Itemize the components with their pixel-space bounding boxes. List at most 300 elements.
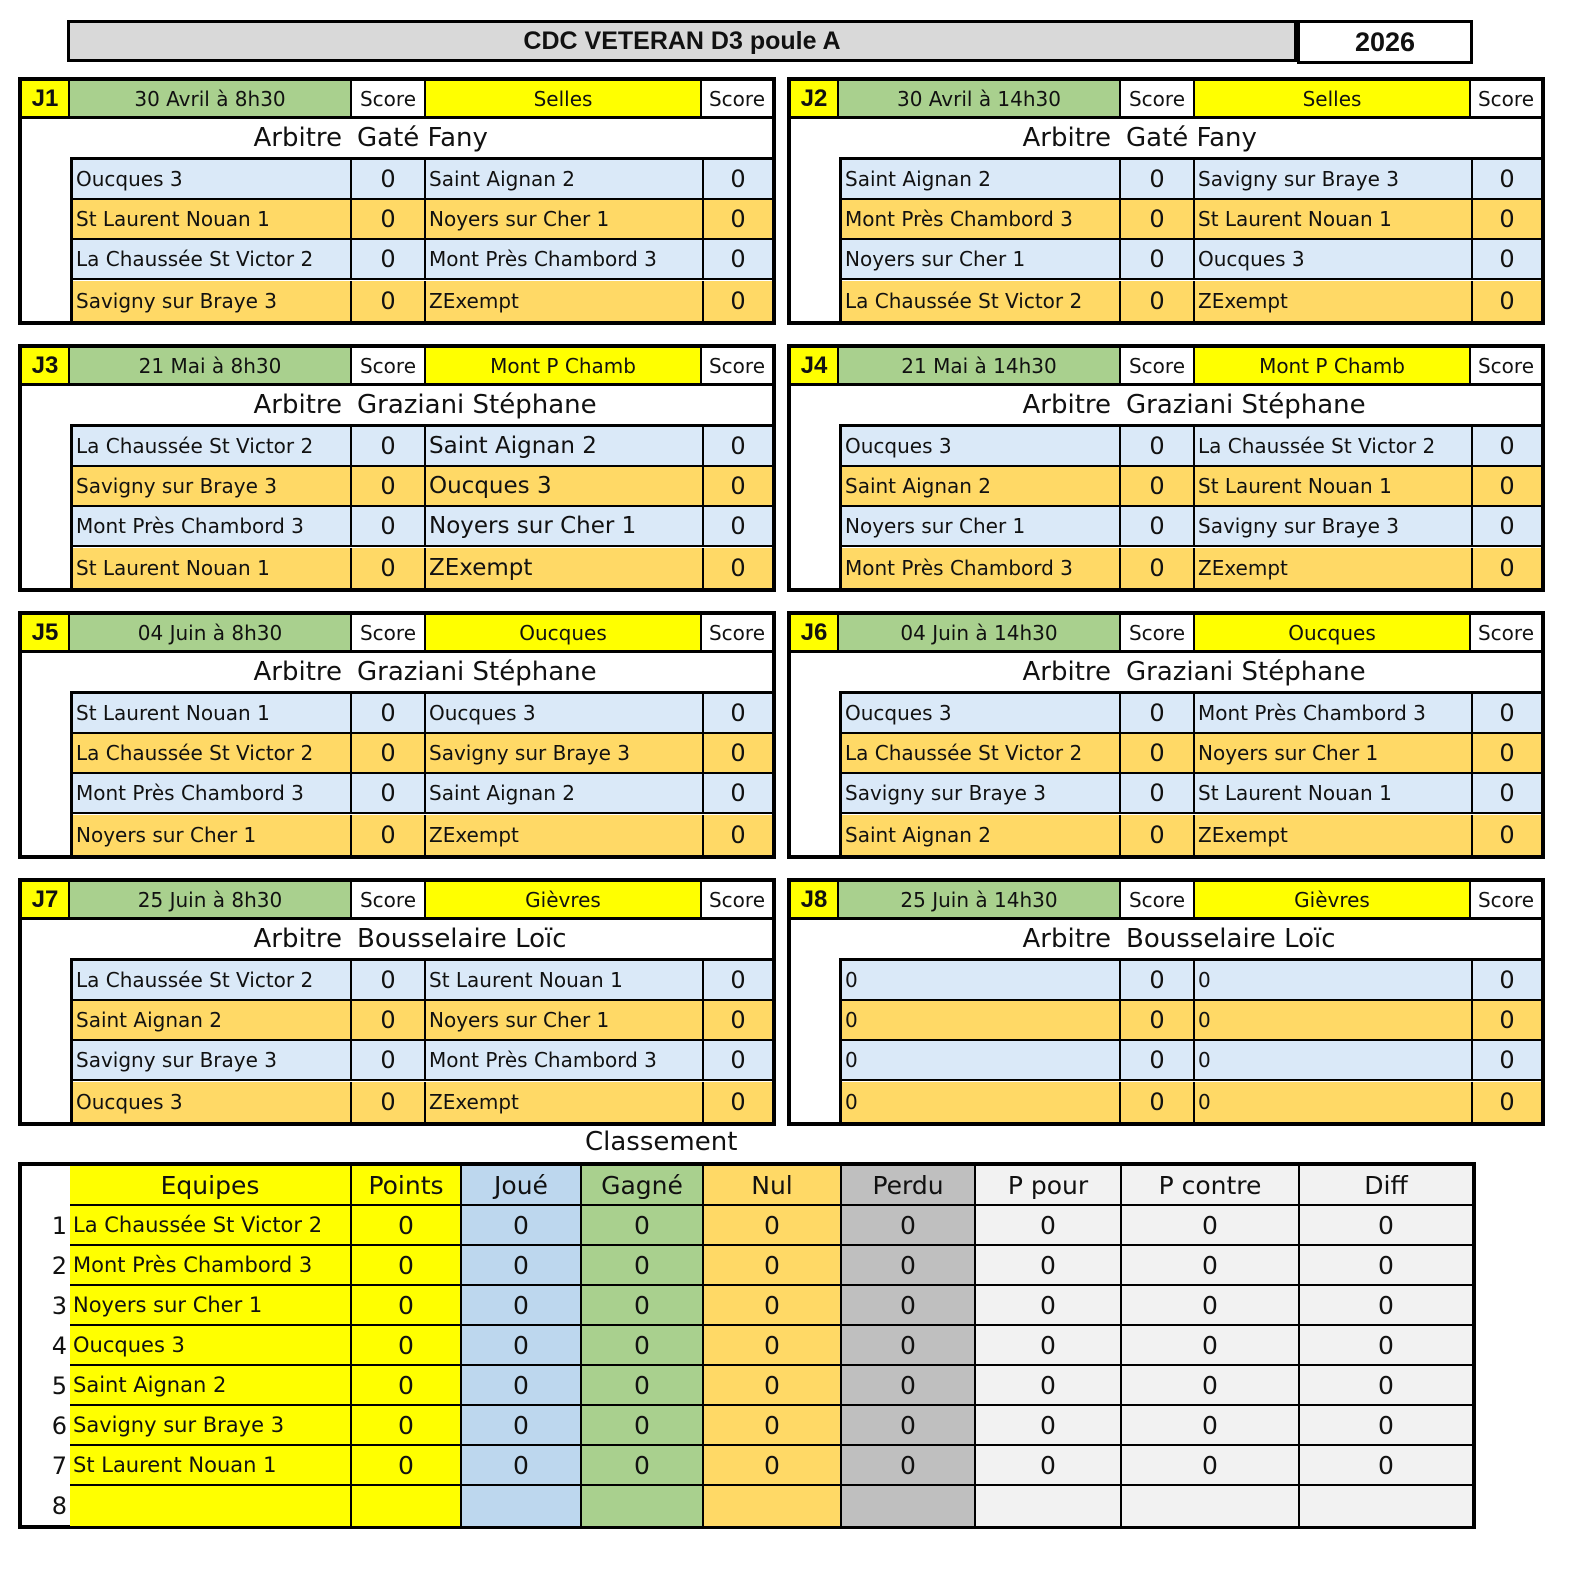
match-date: 30 Avril à 14h30 xyxy=(839,81,1121,119)
match-row xyxy=(842,734,1541,774)
score-header: Score xyxy=(352,81,426,119)
referee-name: Graziani Stéphane xyxy=(1126,390,1366,420)
classement-row xyxy=(22,1246,1472,1286)
home-score[interactable]: 0 xyxy=(1121,1041,1195,1079)
match-list xyxy=(70,157,772,321)
away-score[interactable]: 0 xyxy=(1499,165,1515,193)
match-venue: Selles xyxy=(1195,81,1471,119)
classement-row xyxy=(22,1406,1472,1446)
drawn-cell: 0 xyxy=(704,1366,842,1406)
away-score[interactable]: 0 xyxy=(730,779,746,807)
away-score[interactable]: 0 xyxy=(730,512,746,540)
points-cell: 0 xyxy=(352,1206,462,1246)
match-list xyxy=(839,691,1541,855)
home-team: Mont Près Chambord 3 xyxy=(73,507,352,545)
referee-name: Bousselaire Loïc xyxy=(357,924,567,954)
difference-cell: 0 xyxy=(1300,1286,1472,1326)
home-score[interactable]: 0 xyxy=(352,961,426,999)
match-row xyxy=(73,734,772,774)
drawn-cell xyxy=(704,1486,842,1526)
home-team: Noyers sur Cher 1 xyxy=(842,507,1121,545)
match-row xyxy=(842,815,1541,855)
home-team: Savigny sur Braye 3 xyxy=(842,774,1121,812)
score-header: Score xyxy=(1121,348,1195,386)
journee-label: J4 xyxy=(791,348,839,386)
home-score[interactable]: 0 xyxy=(1121,548,1195,588)
referee-row xyxy=(791,920,1541,958)
home-team: La Chaussée St Victor 2 xyxy=(73,240,352,278)
away-team: St Laurent Nouan 1 xyxy=(1195,467,1473,505)
referee-name: Graziani Stéphane xyxy=(357,657,597,687)
journee-label: J8 xyxy=(791,882,839,920)
match-venue: Gièvres xyxy=(1195,882,1471,920)
lost-cell xyxy=(842,1486,976,1526)
referee-label: Arbitre xyxy=(253,657,342,687)
match-date: 25 Juin à 8h30 xyxy=(70,882,352,920)
classement-row xyxy=(22,1326,1472,1366)
away-team: Savigny sur Braye 3 xyxy=(426,734,704,772)
won-cell xyxy=(582,1486,704,1526)
difference-cell: 0 xyxy=(1300,1246,1472,1286)
match-date: 30 Avril à 8h30 xyxy=(70,81,352,119)
match-row xyxy=(73,467,772,507)
match-date: 25 Juin à 14h30 xyxy=(839,882,1121,920)
home-team: Savigny sur Braye 3 xyxy=(73,281,352,321)
home-team: Noyers sur Cher 1 xyxy=(842,240,1121,278)
score-header: Score xyxy=(352,615,426,653)
lost-header: Perdu xyxy=(842,1166,976,1206)
journee-label: J5 xyxy=(22,615,70,653)
away-score[interactable]: 0 xyxy=(730,287,746,315)
team-name-cell: Mont Près Chambord 3 xyxy=(70,1246,352,1286)
match-row xyxy=(73,1082,772,1122)
referee-name: Bousselaire Loïc xyxy=(1126,924,1336,954)
referee-name: Gaté Fany xyxy=(357,123,488,153)
score-header: Score xyxy=(1121,882,1195,920)
away-score[interactable]: 0 xyxy=(730,245,746,273)
home-score[interactable]: 0 xyxy=(352,1082,426,1122)
away-score[interactable]: 0 xyxy=(1499,1046,1515,1074)
match-row xyxy=(842,1001,1541,1041)
home-team: Noyers sur Cher 1 xyxy=(73,815,352,855)
classement-row xyxy=(22,1486,1472,1526)
away-score[interactable]: 0 xyxy=(730,472,746,500)
home-score[interactable]: 0 xyxy=(1121,815,1195,855)
score-header: Score xyxy=(702,348,772,386)
points-cell: 0 xyxy=(352,1286,462,1326)
home-score[interactable]: 0 xyxy=(352,160,426,198)
away-score[interactable]: 0 xyxy=(1499,699,1515,727)
rank-cell: 8 xyxy=(51,1492,67,1520)
lost-cell: 0 xyxy=(842,1326,976,1366)
match-row xyxy=(73,548,772,588)
away-score[interactable]: 0 xyxy=(730,554,746,582)
match-row xyxy=(73,774,772,814)
journee-j1 xyxy=(18,77,776,325)
played-cell: 0 xyxy=(462,1406,582,1446)
home-team: Savigny sur Braye 3 xyxy=(73,467,352,505)
journee-label: J6 xyxy=(791,615,839,653)
score-header: Score xyxy=(1471,882,1541,920)
away-team: 0 xyxy=(1195,961,1473,999)
rank-cell: 2 xyxy=(51,1252,67,1280)
home-team: Saint Aignan 2 xyxy=(842,160,1121,198)
match-row xyxy=(842,200,1541,240)
journee-j4 xyxy=(787,344,1545,592)
match-list xyxy=(839,424,1541,588)
drawn-cell: 0 xyxy=(704,1246,842,1286)
team-name-cell: Saint Aignan 2 xyxy=(70,1366,352,1406)
referee-label: Arbitre xyxy=(1022,924,1111,954)
match-row xyxy=(73,281,772,321)
difference-cell: 0 xyxy=(1300,1446,1472,1486)
home-score[interactable]: 0 xyxy=(352,774,426,812)
home-team: St Laurent Nouan 1 xyxy=(73,200,352,238)
home-score[interactable]: 0 xyxy=(352,734,426,772)
score-header: Score xyxy=(702,882,772,920)
away-team: Oucques 3 xyxy=(426,467,704,505)
away-score[interactable]: 0 xyxy=(1499,1088,1515,1116)
home-score[interactable]: 0 xyxy=(352,1001,426,1039)
rank-cell: 1 xyxy=(51,1212,67,1240)
match-date: 21 Mai à 8h30 xyxy=(70,348,352,386)
journee-j3 xyxy=(18,344,776,592)
match-row xyxy=(73,1001,772,1041)
home-score[interactable]: 0 xyxy=(1121,1001,1195,1039)
referee-row xyxy=(22,386,772,424)
points-cell: 0 xyxy=(352,1446,462,1486)
team-name-cell: La Chaussée St Victor 2 xyxy=(70,1206,352,1246)
home-score[interactable]: 0 xyxy=(1121,160,1195,198)
match-venue: Oucques xyxy=(426,615,702,653)
away-team: Mont Près Chambord 3 xyxy=(1195,694,1473,732)
referee-name: Gaté Fany xyxy=(1126,123,1257,153)
score-header: Score xyxy=(1471,348,1541,386)
drawn-header: Nul xyxy=(704,1166,842,1206)
score-header: Score xyxy=(1121,81,1195,119)
season-year: 2026 xyxy=(1297,20,1473,64)
away-team: La Chaussée St Victor 2 xyxy=(1195,427,1473,465)
away-team: Savigny sur Braye 3 xyxy=(1195,507,1473,545)
home-score[interactable]: 0 xyxy=(352,281,426,321)
away-team: Oucques 3 xyxy=(426,694,704,732)
difference-cell: 0 xyxy=(1300,1206,1472,1246)
score-header: Score xyxy=(1121,615,1195,653)
classement-row xyxy=(22,1286,1472,1326)
away-team: 0 xyxy=(1195,1082,1473,1122)
points-against-cell: 0 xyxy=(1122,1406,1300,1446)
won-cell: 0 xyxy=(582,1366,704,1406)
classement-header-row xyxy=(22,1166,1472,1206)
home-score[interactable]: 0 xyxy=(1121,1082,1195,1122)
home-team: Saint Aignan 2 xyxy=(842,467,1121,505)
played-cell xyxy=(462,1486,582,1526)
away-team: St Laurent Nouan 1 xyxy=(1195,774,1473,812)
home-score[interactable]: 0 xyxy=(352,1041,426,1079)
drawn-cell: 0 xyxy=(704,1446,842,1486)
match-date: 21 Mai à 14h30 xyxy=(839,348,1121,386)
difference-cell: 0 xyxy=(1300,1326,1472,1366)
won-cell: 0 xyxy=(582,1406,704,1446)
points-cell: 0 xyxy=(352,1246,462,1286)
drawn-cell: 0 xyxy=(704,1206,842,1246)
away-team: Saint Aignan 2 xyxy=(426,160,704,198)
points-against-header: P contre xyxy=(1122,1166,1300,1206)
away-score[interactable]: 0 xyxy=(730,432,746,460)
away-team: Mont Près Chambord 3 xyxy=(426,240,704,278)
home-score[interactable]: 0 xyxy=(1121,774,1195,812)
home-score[interactable]: 0 xyxy=(1121,427,1195,465)
away-score[interactable]: 0 xyxy=(730,1006,746,1034)
difference-header: Diff xyxy=(1300,1166,1472,1206)
classement-row xyxy=(22,1446,1472,1486)
drawn-cell: 0 xyxy=(704,1326,842,1366)
classement-row xyxy=(22,1206,1472,1246)
lost-cell: 0 xyxy=(842,1246,976,1286)
points-against-cell: 0 xyxy=(1122,1246,1300,1286)
away-team: ZExempt xyxy=(426,281,704,321)
away-score[interactable]: 0 xyxy=(1499,512,1515,540)
home-score[interactable]: 0 xyxy=(1121,507,1195,545)
points-cell xyxy=(352,1486,462,1526)
match-venue: Mont P Chamb xyxy=(426,348,702,386)
home-score[interactable]: 0 xyxy=(1121,467,1195,505)
team-name-cell: St Laurent Nouan 1 xyxy=(70,1446,352,1486)
away-team: Saint Aignan 2 xyxy=(426,774,704,812)
points-cell: 0 xyxy=(352,1366,462,1406)
journee-label: J3 xyxy=(22,348,70,386)
home-team: Saint Aignan 2 xyxy=(73,1001,352,1039)
away-score[interactable]: 0 xyxy=(1499,779,1515,807)
won-cell: 0 xyxy=(582,1286,704,1326)
score-header: Score xyxy=(1471,81,1541,119)
match-list xyxy=(70,691,772,855)
rank-header xyxy=(22,1166,70,1206)
referee-row xyxy=(791,653,1541,691)
score-header: Score xyxy=(702,615,772,653)
played-cell: 0 xyxy=(462,1286,582,1326)
home-team: Mont Près Chambord 3 xyxy=(73,774,352,812)
points-for-header: P pour xyxy=(976,1166,1122,1206)
match-row xyxy=(842,548,1541,588)
score-header: Score xyxy=(1471,615,1541,653)
played-cell: 0 xyxy=(462,1246,582,1286)
referee-row xyxy=(22,920,772,958)
away-score[interactable]: 0 xyxy=(1499,739,1515,767)
points-cell: 0 xyxy=(352,1406,462,1446)
home-team: St Laurent Nouan 1 xyxy=(73,694,352,732)
played-cell: 0 xyxy=(462,1366,582,1406)
away-score[interactable]: 0 xyxy=(1499,287,1515,315)
home-team: Oucques 3 xyxy=(842,694,1121,732)
away-score[interactable]: 0 xyxy=(1499,205,1515,233)
classement-title: Classement xyxy=(585,1127,738,1157)
home-score[interactable]: 0 xyxy=(352,200,426,238)
referee-row xyxy=(791,119,1541,157)
away-score[interactable]: 0 xyxy=(1499,554,1515,582)
home-score[interactable]: 0 xyxy=(352,694,426,732)
points-for-cell xyxy=(976,1486,1122,1526)
match-row xyxy=(73,694,772,734)
lost-cell: 0 xyxy=(842,1406,976,1446)
referee-label: Arbitre xyxy=(253,390,342,420)
team-name-cell xyxy=(70,1486,352,1526)
referee-row xyxy=(791,386,1541,424)
classement-table xyxy=(18,1162,1476,1529)
journee-j2 xyxy=(787,77,1545,325)
team-name-cell: Noyers sur Cher 1 xyxy=(70,1286,352,1326)
match-row xyxy=(73,961,772,1001)
home-score[interactable]: 0 xyxy=(352,240,426,278)
points-for-cell: 0 xyxy=(976,1206,1122,1246)
match-list xyxy=(839,958,1541,1122)
away-score[interactable]: 0 xyxy=(730,165,746,193)
home-team: 0 xyxy=(842,961,1121,999)
match-row xyxy=(842,281,1541,321)
home-team: La Chaussée St Victor 2 xyxy=(842,281,1121,321)
match-row xyxy=(73,160,772,200)
away-score[interactable]: 0 xyxy=(730,1088,746,1116)
match-row xyxy=(73,1041,772,1081)
away-team: ZExempt xyxy=(1195,548,1473,588)
home-team: St Laurent Nouan 1 xyxy=(73,548,352,588)
match-list xyxy=(70,958,772,1122)
points-for-cell: 0 xyxy=(976,1286,1122,1326)
home-score[interactable]: 0 xyxy=(352,507,426,545)
referee-label: Arbitre xyxy=(253,924,342,954)
played-cell: 0 xyxy=(462,1326,582,1366)
referee-label: Arbitre xyxy=(1022,123,1111,153)
home-score[interactable]: 0 xyxy=(352,467,426,505)
won-header: Gagné xyxy=(582,1166,704,1206)
points-for-cell: 0 xyxy=(976,1246,1122,1286)
referee-label: Arbitre xyxy=(1022,657,1111,687)
journee-j7 xyxy=(18,878,776,1126)
away-score[interactable]: 0 xyxy=(730,739,746,767)
away-team: Noyers sur Cher 1 xyxy=(1195,734,1473,772)
points-against-cell: 0 xyxy=(1122,1286,1300,1326)
away-team: Mont Près Chambord 3 xyxy=(426,1041,704,1079)
difference-cell xyxy=(1300,1486,1472,1526)
points-against-cell: 0 xyxy=(1122,1366,1300,1406)
home-team: Savigny sur Braye 3 xyxy=(73,1041,352,1079)
drawn-cell: 0 xyxy=(704,1286,842,1326)
match-list xyxy=(839,157,1541,321)
home-team: 0 xyxy=(842,1041,1121,1079)
referee-label: Arbitre xyxy=(1022,390,1111,420)
referee-row xyxy=(22,119,772,157)
away-team: Noyers sur Cher 1 xyxy=(426,1001,704,1039)
home-team: Saint Aignan 2 xyxy=(842,815,1121,855)
away-score[interactable]: 0 xyxy=(730,821,746,849)
score-header: Score xyxy=(352,882,426,920)
home-team: Mont Près Chambord 3 xyxy=(842,200,1121,238)
away-score[interactable]: 0 xyxy=(730,966,746,994)
home-score[interactable]: 0 xyxy=(1121,240,1195,278)
match-row xyxy=(842,1082,1541,1122)
home-team: 0 xyxy=(842,1001,1121,1039)
journee-j8 xyxy=(787,878,1545,1126)
away-score[interactable]: 0 xyxy=(730,205,746,233)
match-venue: Mont P Chamb xyxy=(1195,348,1471,386)
home-score[interactable]: 0 xyxy=(1121,694,1195,732)
referee-row xyxy=(22,653,772,691)
won-cell: 0 xyxy=(582,1206,704,1246)
rank-cell: 6 xyxy=(51,1412,67,1440)
difference-cell: 0 xyxy=(1300,1406,1472,1446)
away-team: 0 xyxy=(1195,1041,1473,1079)
lost-cell: 0 xyxy=(842,1446,976,1486)
away-team: ZExempt xyxy=(426,815,704,855)
score-header: Score xyxy=(352,348,426,386)
away-score[interactable]: 0 xyxy=(730,699,746,727)
home-score[interactable]: 0 xyxy=(1121,281,1195,321)
home-score[interactable]: 0 xyxy=(352,548,426,588)
rank-cell: 5 xyxy=(51,1372,67,1400)
played-cell: 0 xyxy=(462,1446,582,1486)
away-score[interactable]: 0 xyxy=(1499,821,1515,849)
match-row xyxy=(842,467,1541,507)
match-row xyxy=(842,1041,1541,1081)
home-team: La Chaussée St Victor 2 xyxy=(73,734,352,772)
played-cell: 0 xyxy=(462,1206,582,1246)
journee-label: J2 xyxy=(791,81,839,119)
played-header: Joué xyxy=(462,1166,582,1206)
away-score[interactable]: 0 xyxy=(1499,245,1515,273)
match-row xyxy=(842,240,1541,280)
home-score[interactable]: 0 xyxy=(1121,734,1195,772)
team-name-cell: Oucques 3 xyxy=(70,1326,352,1366)
home-score[interactable]: 0 xyxy=(352,427,426,465)
journee-label: J1 xyxy=(22,81,70,119)
home-score[interactable]: 0 xyxy=(352,815,426,855)
home-team: Oucques 3 xyxy=(842,427,1121,465)
drawn-cell: 0 xyxy=(704,1406,842,1446)
points-for-cell: 0 xyxy=(976,1366,1122,1406)
won-cell: 0 xyxy=(582,1246,704,1286)
away-team: ZExempt xyxy=(426,1082,704,1122)
difference-cell: 0 xyxy=(1300,1366,1472,1406)
away-score[interactable]: 0 xyxy=(1499,472,1515,500)
rank-cell: 3 xyxy=(51,1292,67,1320)
match-row xyxy=(842,427,1541,467)
match-row xyxy=(842,774,1541,814)
home-score[interactable]: 0 xyxy=(1121,961,1195,999)
away-score[interactable]: 0 xyxy=(730,1046,746,1074)
points-cell: 0 xyxy=(352,1326,462,1366)
away-score[interactable]: 0 xyxy=(1499,966,1515,994)
journee-label: J7 xyxy=(22,882,70,920)
away-team: Saint Aignan 2 xyxy=(426,427,704,465)
home-team: 0 xyxy=(842,1082,1121,1122)
score-header: Score xyxy=(702,81,772,119)
won-cell: 0 xyxy=(582,1446,704,1486)
away-score[interactable]: 0 xyxy=(1499,1006,1515,1034)
away-team: Noyers sur Cher 1 xyxy=(426,507,704,545)
team-name-header: Equipes xyxy=(70,1166,352,1206)
match-row xyxy=(73,815,772,855)
points-against-cell: 0 xyxy=(1122,1446,1300,1486)
rank-cell: 4 xyxy=(51,1332,67,1360)
away-score[interactable]: 0 xyxy=(1499,432,1515,460)
match-list xyxy=(70,424,772,588)
match-row xyxy=(73,200,772,240)
lost-cell: 0 xyxy=(842,1366,976,1406)
match-row xyxy=(842,961,1541,1001)
home-team: La Chaussée St Victor 2 xyxy=(73,961,352,999)
home-score[interactable]: 0 xyxy=(1121,200,1195,238)
match-date: 04 Juin à 8h30 xyxy=(70,615,352,653)
